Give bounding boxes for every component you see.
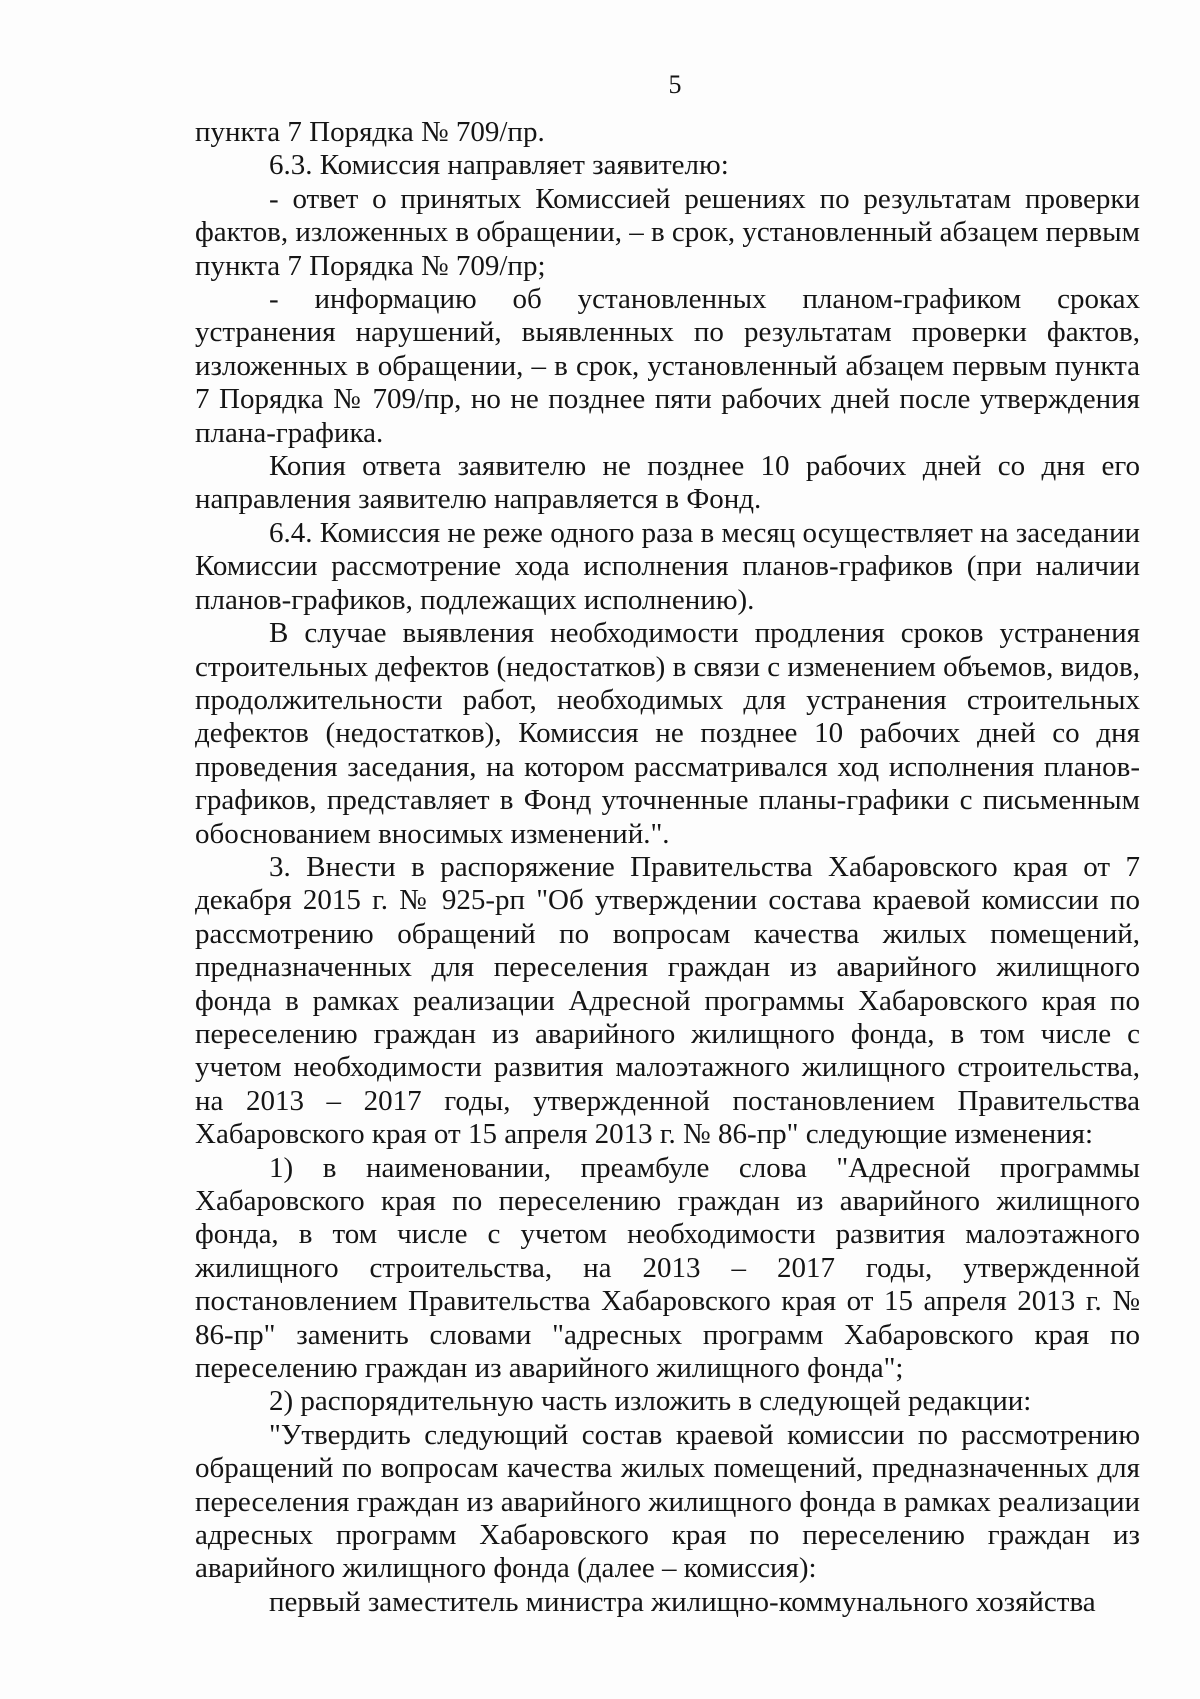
document-body (195, 116, 1140, 1619)
paragraph: Копия ответа заявителю не позднее 10 рабочих дней со дня его направления заявителю направляется в Фонд. (195, 450, 1140, 516)
paragraph: 3. Внести в распоряжение Правительства Хабаровского края от 7 декабря 2015 г. № 925-рп "Об утверждении состава краевой комиссии по рассмотрению обращений по вопросам качества жилых помещений, предназначенных для переселения граждан из аварийного жилищного фонда в рамках реализации Адресной программы Хабаровского края по переселению граждан из аварийного жилищного фонда, в том числе с учетом необходимости развития малоэтажного жилищного строительства, на 2013 – 2017 годы, утвержденной постановлением Правительства Хабаровского края от 15 апреля 2013 г. № 86-пр" следующие изменения: (195, 850, 1140, 1151)
paragraph: В случае выявления необходимости продления сроков устранения строительных дефектов (недостатков) в связи с изменением объемов, видов, продолжительности работ, необходимых для устранения строительных дефектов (недостатков), Комиссия не позднее 10 рабочих дней со дня проведения заседания, на котором рассматривался ход исполнения планов-графиков, представляет в Фонд уточненные планы-графики с письменным обоснованием вносимых изменений.". (195, 617, 1140, 850)
paragraph: пункта 7 Порядка № 709/пр. (195, 116, 545, 148)
paragraph: первый заместитель министра жилищно-коммунального хозяйства (269, 1585, 1096, 1618)
paragraph: 6.3. Комиссия направляет заявителю: (269, 149, 729, 182)
paragraph: 6.4. Комиссия не реже одного раза в месяц осуществляет на заседании Комиссии рассмотрение хода исполнения планов-графиков (при наличии планов-графиков, подлежащих исполнению). (195, 516, 1140, 616)
paragraph: - ответ о принятых Комиссией решениях по результатам проверки фактов, изложенных в обращении, – в срок, установленный абзацем первым пункта 7 Порядка № 709/пр; (195, 182, 1140, 282)
paragraph: 2) распорядительную часть изложить в следующей редакции: (269, 1385, 1032, 1418)
paragraph: "Утвердить следующий состав краевой комиссии по рассмотрению обращений по вопросам качества жилых помещений, предназначенных для переселения граждан из аварийного жилищного фонда в рамках реализации адресных программ Хабаровского края по переселению граждан из аварийного жилищного фонда (далее – комиссия): (195, 1418, 1140, 1585)
page-number: 5 (668, 70, 682, 99)
paragraph: - информацию об установленных планом-графиком сроках устранения нарушений, выявленных по результатам проверки фактов, изложенных в обращении, – в срок, установленный абзацем первым пункта 7 Порядка № 709/пр, но не позднее пяти рабочих дней после утверждения плана-графика. (195, 283, 1140, 449)
paragraph: 1) в наименовании, преамбуле слова "Адресной программы Хабаровского края по переселению граждан из аварийного жилищного фонда, в том числе с учетом необходимости развития малоэтажного жилищного строительства, на 2013 – 2017 годы, утвержденной постановлением Правительства Хабаровского края от 15 апреля 2013 г. № 86-пр" заменить словами "адресных программ Хабаровского края по переселению граждан из аварийного жилищного фонда"; (195, 1151, 1140, 1385)
